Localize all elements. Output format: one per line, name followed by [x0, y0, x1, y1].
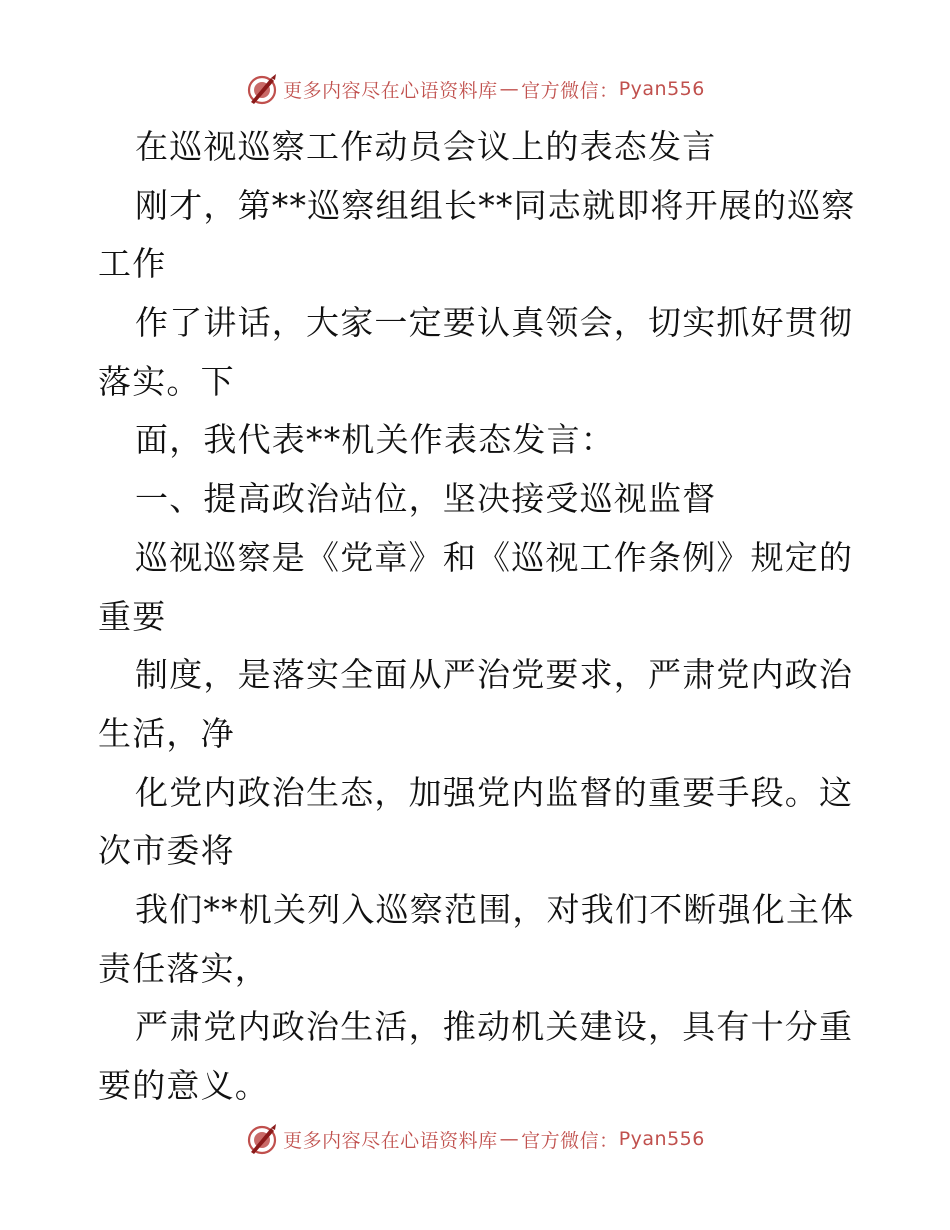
quill-seal-icon — [245, 72, 279, 106]
paragraph-line: 重要 — [98, 596, 167, 636]
watermark-wechat-id: Pyan556 — [618, 1128, 705, 1150]
watermark-wechat-id: Pyan556 — [618, 78, 705, 100]
paragraph-line: 落实。下 — [98, 361, 235, 401]
section-heading: 一、提高政治站位，坚决接受巡视监督 — [135, 479, 717, 519]
watermark-wechat-label: 官方微信： — [521, 1129, 619, 1152]
paragraph-line: 作了讲话，大家一定要认真领会，切实抓好贯彻 — [135, 303, 854, 343]
watermark-brand: 更多内容尽在心语资料库 — [283, 79, 498, 102]
watermark-dash: — — [499, 78, 520, 100]
paragraph-line: 面，我代表**机关作表态发言： — [135, 420, 615, 460]
header-watermark — [0, 72, 950, 106]
paragraph-line: 巡视巡察是《党章》和《巡视工作条例》规定的 — [135, 537, 854, 577]
paragraph-line: 刚才，第**巡察组组长**同志就即将开展的巡察 — [135, 185, 856, 225]
document-title: 在巡视巡察工作动员会议上的表态发言 — [135, 127, 717, 166]
paragraph-line: 我们**机关列入巡察范围，对我们不断强化主体 — [135, 889, 855, 929]
watermark-brand: 更多内容尽在心语资料库 — [283, 1129, 498, 1152]
watermark-dash: — — [499, 1128, 520, 1150]
paragraph-line: 制度，是落实全面从严治党要求，严肃党内政治 — [135, 655, 854, 695]
paragraph-line: 生活，净 — [98, 713, 235, 753]
paragraph-line: 化党内政治生态，加强党内监督的重要手段。这 — [135, 772, 854, 812]
paragraph-line: 次市委将 — [98, 831, 235, 871]
quill-seal-icon — [245, 1122, 279, 1156]
paragraph-line: 要的意义。 — [98, 1066, 269, 1105]
paragraph-line: 工作 — [98, 244, 167, 284]
footer-watermark — [0, 1122, 950, 1156]
paragraph-line: 责任落实， — [98, 948, 269, 988]
paragraph-line: 严肃党内政治生活，推动机关建设，具有十分重 — [135, 1007, 854, 1047]
watermark-wechat-label: 官方微信： — [521, 79, 619, 102]
document-body — [98, 118, 858, 1116]
